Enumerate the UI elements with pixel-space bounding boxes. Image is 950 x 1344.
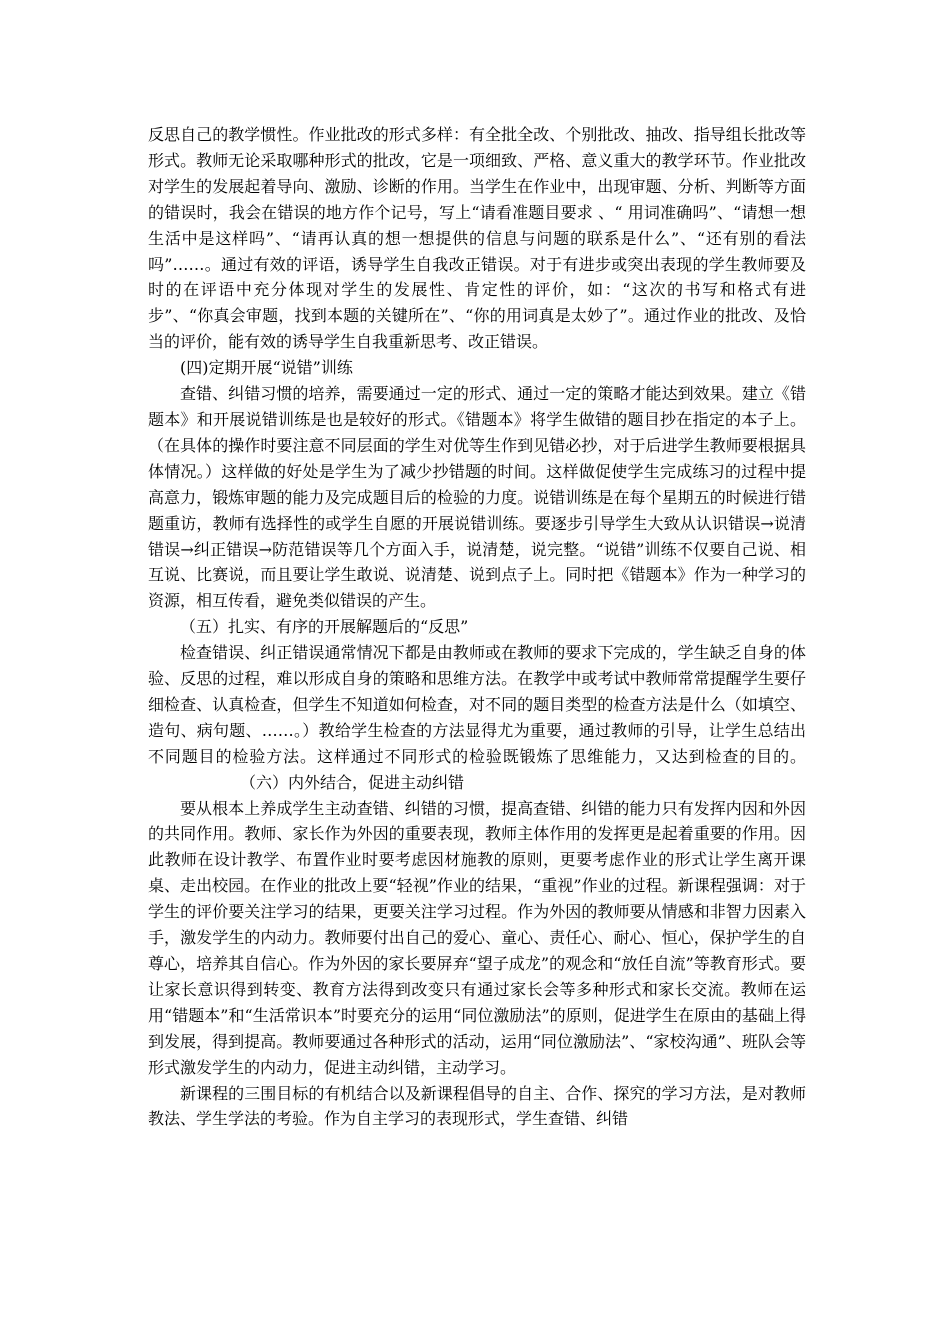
section-heading-6: （六）内外结合，促进主动纠错	[240, 772, 465, 792]
section-heading-4: (四)定期开展“说错”训练	[180, 358, 353, 378]
paragraph-error-book: 查错、纠错习惯的培养，需要通过一定的形式、通过一定的策略才能达到效果。建立《错题本》和开展说错训练是也是较好的形式。《错题本》将学生做错的题目抄在指定的本子上。（在具体的操作时要注意不同层面的学生对优等生作到见错必抄，对于后进学生教师要根据具体情况。）这样做的好处是学生为了减少抄错题的时间。这样做促使学生完成练习的过程中提高意力，锻炼审题的能力及完成题目后的检验的力度。说错训练是在每个星期五的时候进行错题重访，教师有选择性的或学生自愿的开展说错训练。要逐步引导学生大致从认识错误→说清错误→纠正错误→防范错误等几个方面入手，说清楚，说完整。“说错”训练不仅要自己说、相互说、比赛说，而且要让学生敢说、说清楚、说到点子上。同时把《错题本》作为一种学习的资源，相互传看，避免类似错误的产生。	[148, 384, 806, 611]
paragraph-reflection	[148, 640, 806, 795]
paragraph-batch-grading: 反思自己的教学惯性。作业批改的形式多样：有全批全改、个别批改、抽改、指导组长批改等形式。教师无论采取哪种形式的批改，它是一项细致、严格、意义重大的教学环节。作业批改对学生的发展起着导向、激励、诊断的作用。当学生在作业中，出现审题、分析、判断等方面的错误时，我会在错误的地方作个记号，写上“请看准题目要求 、“ 用词准确吗”、“请想一想生活中是这样吗”、“请再认真的想一想提供的信息与问题的联系是什么”、“还有别的看法吗”……。通过有效的评语，诱导学生自我改正错误。对于有进步或突出表现的学生教师要及时的在评语中充分体现对学生的发展性、肯定性的评价，如：“这次的书写和格式有进步”、“你真会审题，找到本题的关键所在”、“你的用词真是太妙了”。通过作业的批改、及恰当的评价，能有效的诱导学生自我重新思考、改正错误。	[148, 125, 806, 352]
section-heading-5: （五）扎实、有序的开展解题后的“反思”	[180, 617, 469, 637]
paragraph-inner-outer: 要从根本上养成学生主动查错、纠错的习惯，提高查错、纠错的能力只有发挥内因和外因的共同作用。教师、家长作为外因的重要表现，教师主体作用的发挥更是起着重要的作用。因此教师在设计教学、布置作业时要考虑因材施教的原则，更要考虑作业的形式让学生离开课桌、走出校园。在作业的批改上要“轻视”作业的结果，“重视”作业的过程。新课程强调：对于学生的评价要关注学习的结果，更要关注学习过程。作为外因的教师要从情感和非智力因素入手，激发学生的内动力。教师要付出自己的爱心、童心、责任心、耐心、恒心，保护学生的自尊心，培养其自信心。作为外因的家长要屏弃“望子成龙”的观念和“放任自流”等教育形式。要让家长意识得到转变、教育方法得到改变只有通过家长会等多种形式和家长交流。教师在运用“错题本”和“生活常识本”时要充分的运用“同位激励法”的原则，促进学生在原由的基础上得到发展，得到提高。教师要通过各种形式的活动，运用“同位激励法”、“家校沟通”、班队会等形式激发学生的内动力，促进主动纠错，主动学习。	[148, 798, 806, 1077]
document-page	[148, 122, 806, 1132]
paragraph-new-curriculum: 新课程的三围目标的有机结合以及新课程倡导的自主、合作、探究的学习方法，是对教师教法、学生学法的考验。作为自主学习的表现形式，学生查错、纠错	[148, 1083, 806, 1129]
paragraph-reflection-text: 检查错误、纠正错误通常情况下都是由教师或在教师的要求下完成的，学生缺乏自身的体验、反思的过程，难以形成自身的策略和思维方法。在教学中或考试中教师常常提醒学生要仔细检查、认真检查，但学生不知道如何检查，对不同的题目类型的检查方法是什么（如填空、造句、病句题、……。）教给学生检查的方法显得尤为重要，通过教师的引导，让学生总结出不同题目的检验方法。这样通过不同形式的检验既锻炼了思维能力，又达到检查的目的。	[148, 643, 806, 766]
